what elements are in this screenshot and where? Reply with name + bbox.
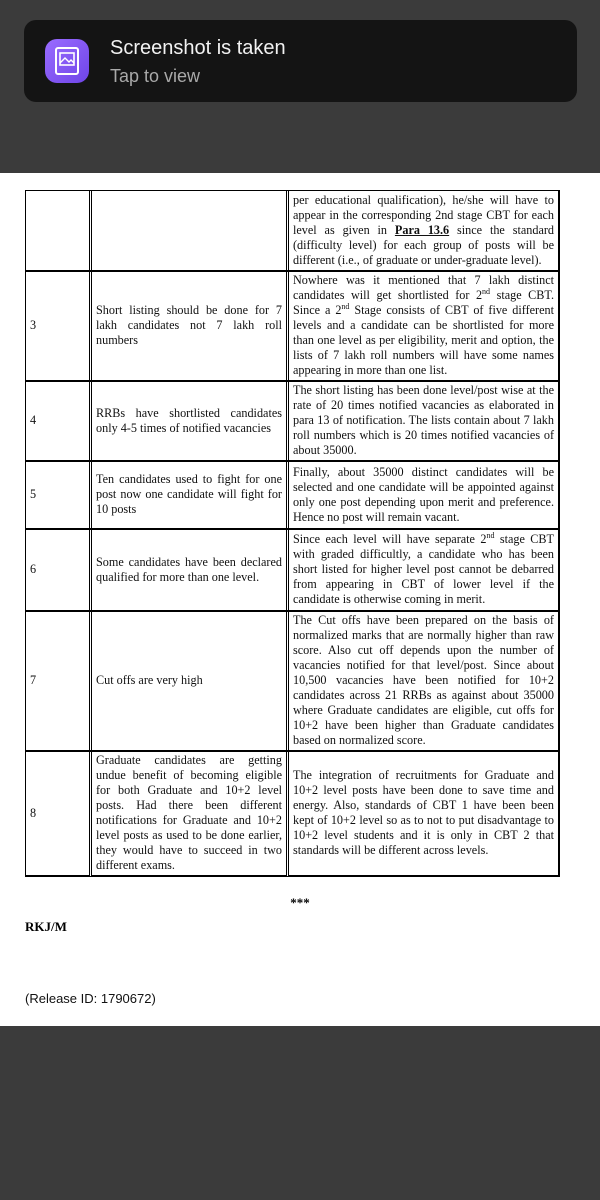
response-text: Finally, about 35000 distinct candidates will be selected and one candidate will be appointed against only one post depending upon merit and preference. Hence no post will remain vacant. bbox=[293, 464, 554, 524]
row-number: 3 bbox=[26, 271, 91, 381]
response-text: Since each level will have separate 2 bbox=[293, 532, 487, 546]
document-page bbox=[0, 173, 600, 1026]
issue-cell: Short listing should be done for 7 lakh candidates not 7 lakh roll numbers bbox=[91, 271, 288, 381]
issue-cell: Graduate candidates are getting undue benefit of becoming eligible for both Graduate and 10+2 level posts. Had there been different notifications for Graduate and 10+2 level posts as used to be done earlier, they would have to succeed in two different exams. bbox=[91, 751, 288, 876]
row-number: 4 bbox=[26, 381, 91, 461]
issue-cell: RRBs have shortlisted candidates only 4-5 times of notified vacancies bbox=[91, 381, 288, 461]
response-text: The short listing has been done level/post wise at the rate of 20 times notified vacancies as elaborated in para 13 of notification. The lists contain about 7 lakh roll numbers which is 20 times notified vacancies of about 35000. bbox=[293, 383, 554, 457]
response-text: stage CBT with graded difficultly, a candidate who has been short listed for higher level post cannot be debarred from appearing in CBT of lower level if the candidate is otherwise coming in merit. bbox=[293, 532, 554, 606]
screenshot-notification[interactable] bbox=[24, 20, 577, 102]
response-text: stage CBT. Since a 2 bbox=[293, 288, 554, 317]
table-row bbox=[26, 191, 559, 271]
release-id: (Release ID: 1790672) bbox=[25, 991, 156, 1006]
table-row bbox=[26, 529, 559, 611]
response-cell bbox=[288, 751, 559, 876]
response-cell bbox=[288, 381, 559, 461]
table-row bbox=[26, 461, 559, 529]
response-cell bbox=[288, 271, 559, 381]
faq-table bbox=[25, 190, 559, 876]
response-text: The Cut offs have been prepared on the basis of normalized marks that are normally higher than raw score. Also cut off depends upon the number of vacancies notified for that level/post. Since about 10,500 vacancies have been notified for 10+2 candidates across 21 RRBs as against about 35000 where Graduate candidates are eligible, cut offs for 10+2 have been higher than Graduate candidates based on normalized score. bbox=[293, 613, 554, 747]
response-text: Stage consists of CBT of five different levels and a candidate can be shortlisted for more than one level as per eligibility, merit and option, the lists of 7 lakh roll numbers will have some names appearing in more than one list. bbox=[293, 303, 554, 377]
row-number: 7 bbox=[26, 611, 91, 751]
row-number: 8 bbox=[26, 751, 91, 876]
notification-title: Screenshot is taken bbox=[110, 37, 286, 59]
response-cell bbox=[288, 191, 559, 271]
response-text: The integration of recruitments for Graduate and 10+2 level posts have been done to save time and energy. Also, standards of CBT 1 have been been kept of 10+2 level so as to not to put disadvantage to 10+2 level students and it is only in CBT 2 that standards will be different across levels. bbox=[293, 768, 554, 857]
response-text: Nowhere was it mentioned that 7 lakh distinct candidates will get shortlisted for 2 bbox=[293, 273, 554, 302]
ordinal-suffix: nd bbox=[486, 530, 495, 540]
table-row bbox=[26, 271, 559, 381]
table-row bbox=[26, 751, 559, 876]
response-cell bbox=[288, 611, 559, 751]
table-row bbox=[26, 611, 559, 751]
ordinal-suffix: nd bbox=[341, 301, 350, 311]
row-number: 6 bbox=[26, 529, 91, 611]
response-text: since the standard (difficulty level) for each group of posts will be different (i.e., of graduate or under-graduate level). bbox=[293, 223, 554, 267]
row-number bbox=[26, 191, 91, 271]
issue-cell: Ten candidates used to fight for one post now one candidate will fight for 10 posts bbox=[91, 461, 288, 529]
response-text: per educational qualification), he/she will have to appear in the corresponding 2nd stage CBT for each level as given in bbox=[293, 193, 554, 237]
ordinal-suffix: nd bbox=[482, 286, 491, 296]
para-reference: Para 13.6 bbox=[394, 223, 450, 237]
response-cell bbox=[288, 461, 559, 529]
issue-cell: Some candidates have been declared qualified for more than one level. bbox=[91, 529, 288, 611]
screenshot-gallery-icon bbox=[45, 39, 89, 83]
row-number: 5 bbox=[26, 461, 91, 529]
issue-cell: Cut offs are very high bbox=[91, 611, 288, 751]
notification-subtitle[interactable]: Tap to view bbox=[110, 66, 201, 86]
signature: RKJ/M bbox=[25, 919, 67, 934]
issue-cell bbox=[91, 191, 288, 271]
response-cell bbox=[288, 529, 559, 611]
table-row bbox=[26, 381, 559, 461]
end-stars: *** bbox=[290, 895, 310, 910]
